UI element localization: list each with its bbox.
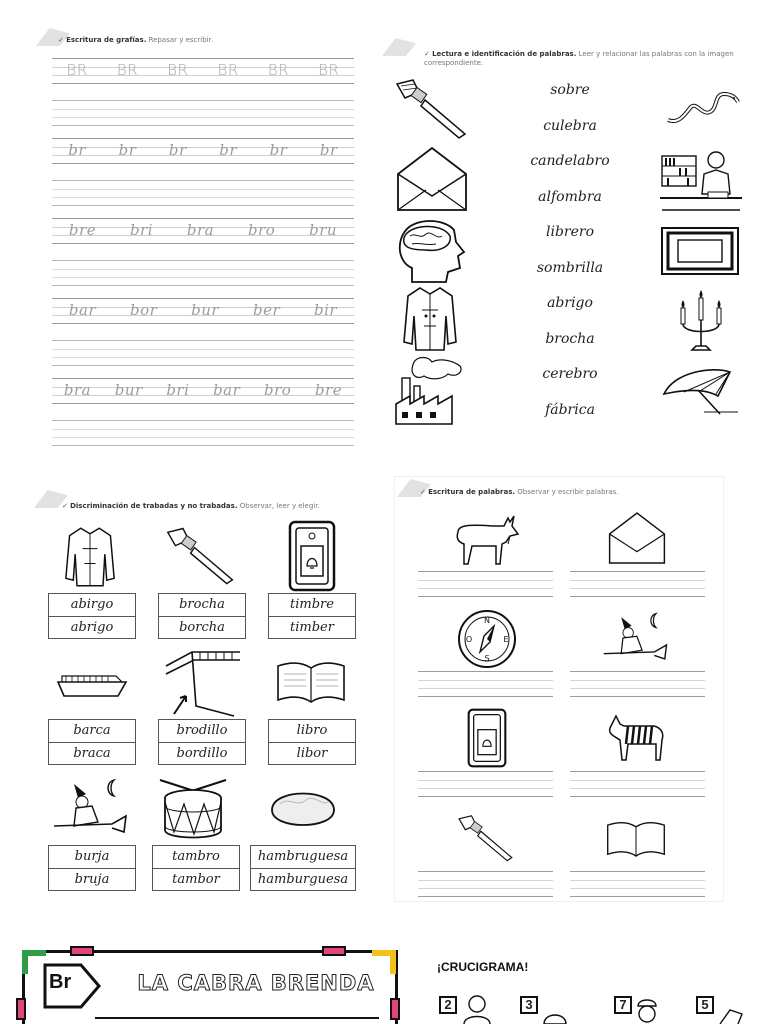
tracing-syllable: bri [166, 381, 190, 399]
boat-icon [56, 670, 128, 700]
sheet2-instruction-line2: correspondiente. [424, 59, 484, 67]
tracing-syllable: BR [66, 61, 88, 79]
tracing-row [52, 218, 354, 244]
bookshelf-person-icon[interactable] [660, 146, 742, 214]
tracing-row [52, 138, 354, 164]
tracing-syllable: br [168, 141, 187, 159]
crossword-title: ¡CRUCIGRAMA! [437, 960, 529, 974]
corner-tab-pink-2 [322, 946, 346, 956]
word-item[interactable]: brocha [545, 330, 595, 347]
tracing-group-2 [52, 138, 354, 206]
coat-icon [64, 524, 116, 590]
tracing-syllable: br [219, 141, 238, 159]
word-item[interactable]: sombrilla [536, 259, 604, 276]
crossword-number: 5 [696, 996, 714, 1014]
tracing-group-5 [52, 378, 354, 446]
word-option[interactable]: libro [296, 723, 328, 738]
compass-east: E [503, 635, 509, 644]
option-pair [268, 593, 356, 639]
answer-lines[interactable] [418, 671, 553, 697]
candelabra-icon[interactable] [676, 288, 726, 356]
option-pair [48, 593, 136, 639]
sheet1-instruction-title: Escritura de grafías. [66, 36, 147, 44]
answer-lines[interactable] [570, 871, 705, 897]
tracing-row-text [52, 221, 354, 239]
word-option[interactable]: braca [49, 742, 135, 764]
answer-lines[interactable] [570, 571, 705, 597]
writing-row[interactable] [52, 420, 354, 446]
word-option[interactable]: brodillo [176, 723, 228, 738]
paintbrush-icon[interactable] [393, 78, 473, 142]
answer-lines[interactable] [418, 771, 553, 797]
corner-tab-pink [70, 946, 94, 956]
sheet1-instruction-rest: Repasar y escribir. [148, 36, 214, 44]
hat-icon [540, 1006, 570, 1024]
word-item[interactable]: culebra [543, 117, 597, 134]
tracing-syllable: bar [213, 381, 241, 399]
word-item[interactable]: candelabro [530, 153, 610, 169]
tracing-group-1 [52, 58, 354, 126]
poster-title: LA CABRA BRENDA [137, 971, 375, 995]
writing-row[interactable] [52, 180, 354, 206]
broom-icon [716, 1004, 746, 1024]
writing-row[interactable] [52, 100, 354, 126]
word-item[interactable]: alfombra [538, 188, 602, 205]
tracing-syllable: bru [309, 221, 338, 239]
envelope-icon[interactable] [396, 146, 468, 212]
answer-lines[interactable] [418, 571, 553, 597]
crossword-number: 7 [614, 996, 632, 1014]
zebra-icon [606, 712, 668, 762]
tracing-syllable: ber [252, 301, 281, 319]
tracing-syllable: BR [116, 61, 139, 79]
goat-icon [452, 512, 520, 566]
sheet4-instruction-rest: Observar y escribir palabras. [517, 488, 619, 496]
tracing-syllable: bre [314, 381, 343, 399]
witch-icon [52, 776, 130, 840]
word-option[interactable]: tambor [153, 868, 239, 890]
word-option[interactable]: hamburguesa [251, 868, 355, 890]
tracing-syllable: bra [63, 381, 92, 399]
tracing-syllable: bro [263, 381, 292, 399]
tracing-syllable: br [269, 141, 288, 159]
sheet3-instruction-title: Discriminación de trabadas y no trabadas. [70, 502, 238, 510]
br-badge-label: Br [49, 971, 72, 993]
snake-icon[interactable] [664, 88, 742, 128]
tracing-syllable: bur [191, 301, 220, 319]
crossword-number: 2 [439, 996, 457, 1014]
crossword-number: 3 [520, 996, 538, 1014]
tracing-syllable: bur [114, 381, 143, 399]
tracing-syllable: BR [167, 61, 189, 79]
tracing-syllable: bor [130, 301, 158, 319]
word-option[interactable]: tambro [172, 849, 220, 864]
factory-icon[interactable] [394, 356, 468, 426]
word-option[interactable]: timbre [290, 597, 334, 612]
word-option[interactable]: borcha [159, 616, 245, 638]
option-pair [48, 845, 136, 891]
answer-lines[interactable] [570, 671, 705, 697]
tracing-group-4 [52, 298, 354, 366]
umbrella-icon[interactable] [660, 364, 738, 416]
tracing-row-text [52, 141, 354, 159]
burger-icon [268, 782, 338, 834]
word-option[interactable]: burja [74, 849, 110, 864]
word-option[interactable]: timber [269, 616, 355, 638]
doorbell-icon [466, 708, 508, 768]
word-list [505, 80, 635, 435]
sailor-icon [632, 996, 662, 1024]
tracing-syllable: br [118, 141, 137, 159]
tracing-syllable: br [68, 141, 87, 159]
option-pair [268, 719, 356, 765]
option-pair [250, 845, 356, 891]
word-option[interactable]: abirgo [70, 597, 114, 612]
story-poster [22, 950, 398, 1024]
sheet4-instruction: ✓ Escritura de palabras. Observar y escribir palabras. [420, 488, 619, 496]
answer-lines[interactable] [570, 771, 705, 797]
sheet3-instruction: ✓ Discriminación de trabadas y no trabadas. Observar, leer y elegir. [62, 502, 320, 510]
option-pair [48, 719, 136, 765]
paintbrush-icon [456, 812, 518, 866]
tracing-syllable: bar [68, 301, 97, 319]
compass-north: N [484, 616, 490, 625]
tracing-syllable: br [319, 141, 338, 159]
coat-icon[interactable] [402, 286, 458, 352]
compass-south: S [484, 654, 490, 663]
word-option[interactable]: libor [269, 742, 355, 764]
drum-icon [156, 776, 230, 842]
tracing-syllable: BR [217, 61, 239, 79]
compass-icon [456, 608, 518, 670]
sheet1-instruction: ✓ Escritura de grafías. Repasar y escribir. [58, 36, 214, 44]
tracing-syllable: bre [68, 221, 97, 239]
sheet2-instruction-title: Lectura e identificación de palabras. [432, 50, 577, 58]
side-tab-pink [16, 998, 26, 1020]
writing-row[interactable] [52, 260, 354, 286]
doorbell-icon [288, 520, 336, 592]
tracing-syllable: bir [313, 301, 338, 319]
curb-icon [162, 646, 242, 718]
tracing-syllable: BR [267, 61, 290, 79]
paintbrush-icon [164, 526, 240, 588]
word-item[interactable]: abrigo [547, 295, 593, 311]
envelope-icon [608, 508, 666, 568]
side-tab-pink-2 [390, 998, 400, 1020]
tracing-syllable: BR [318, 61, 340, 79]
sheet4-instruction-title: Escritura de palabras. [428, 488, 516, 496]
word-option[interactable]: abrigo [49, 616, 135, 638]
word-item[interactable]: librero [545, 224, 594, 240]
corner-tab-yellow [372, 950, 396, 974]
tracing-group-3 [52, 218, 354, 286]
corner-tab-green [22, 950, 46, 974]
sheet2-instruction: ✓ Lectura e identificación de palabras. Leer y relacionar las palabras con la imagen correspondiente. [424, 50, 734, 67]
compass-west: O [465, 635, 473, 644]
rug-icon[interactable] [660, 224, 740, 278]
tracing-syllable: bra [186, 221, 215, 239]
book-icon [276, 658, 346, 704]
tracing-row-text [52, 61, 354, 79]
word-option[interactable]: bruja [49, 868, 135, 890]
title-underline [95, 1017, 379, 1019]
writing-row[interactable] [52, 340, 354, 366]
tracing-row [52, 298, 354, 324]
word-option[interactable]: barca [73, 723, 111, 738]
option-pair [158, 719, 246, 765]
tracing-syllable: bro [247, 221, 276, 239]
tracing-syllable: bri [129, 221, 154, 239]
word-option[interactable]: bordillo [159, 742, 245, 764]
brain-icon[interactable] [392, 216, 470, 284]
option-pair [158, 593, 246, 639]
word-option[interactable]: hambruguesa [257, 849, 349, 864]
person-icon [460, 994, 494, 1024]
tracing-row-text [52, 301, 354, 319]
sheet3-instruction-rest: Observar, leer y elegir. [239, 502, 320, 510]
word-item[interactable]: sobre [550, 82, 590, 98]
option-pair [152, 845, 240, 891]
tracing-row [52, 58, 354, 84]
sheet2-instruction-rest: Leer y relacionar las palabras con la imagen [578, 50, 734, 58]
answer-lines[interactable] [418, 871, 553, 897]
word-option[interactable]: brocha [179, 597, 225, 612]
word-item[interactable]: cerebro [542, 366, 598, 382]
corner-decoration [382, 38, 416, 56]
word-item[interactable]: fábrica [545, 401, 595, 418]
book-icon [606, 818, 666, 858]
tracing-row [52, 378, 354, 404]
witch-icon [602, 610, 670, 666]
tracing-row-text [52, 381, 354, 399]
